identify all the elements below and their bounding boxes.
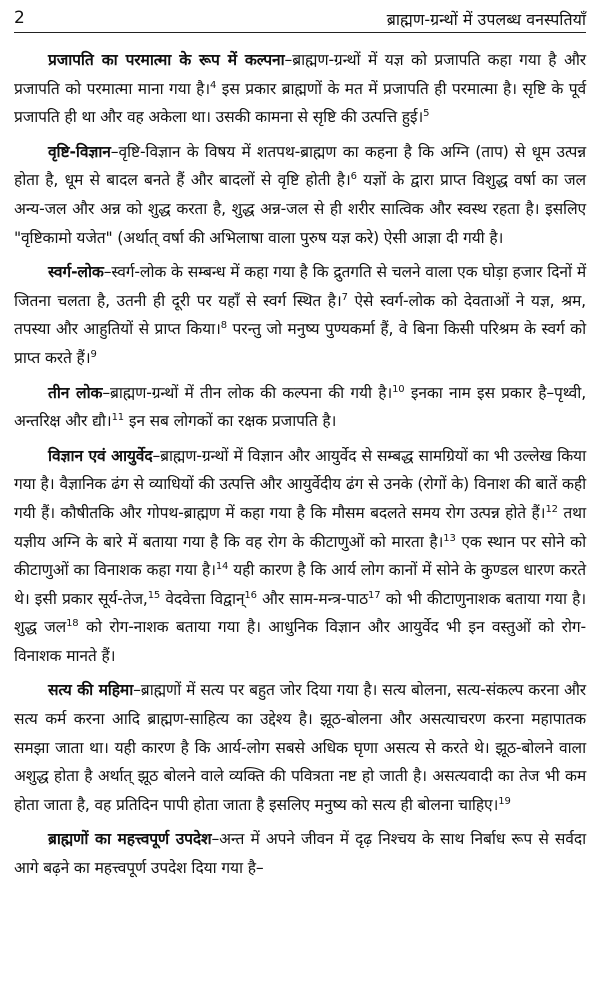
footnote-marker: 10 — [392, 383, 405, 395]
paragraph-heading: प्रजापति का परमात्मा के रूप में कल्पना — [48, 51, 285, 69]
running-title: ब्राह्मण-ग्रन्थों में उपलब्ध वनस्पतियाँ — [386, 10, 586, 29]
footnote-marker: 12 — [545, 503, 558, 515]
footnote-marker: 19 — [498, 795, 511, 807]
footnote-marker: 9 — [90, 348, 97, 360]
paragraph-text: एक स्थान पर सोने को कीटाणुओं का विनाशक कहा गया है। — [14, 532, 586, 580]
footnote-marker: 4 — [210, 79, 217, 91]
paragraph-text: को रोग-नाशक बताया गया है। आधुनिक विज्ञान और आयुर्वेद भी इन वस्तुओं को रोग-विनाशक मानते हैं। — [14, 618, 586, 665]
paragraph-heading: तीन लोक — [48, 383, 103, 402]
footnote-marker: 15 — [147, 589, 161, 601]
footnote-marker: 7 — [341, 291, 348, 303]
page-body — [14, 46, 586, 889]
paragraph-text: इनका नाम इस प्रकार है–पृथ्वी, अन्तरिक्ष और द्यौ। — [14, 383, 587, 431]
paragraph — [14, 379, 586, 436]
footnote-marker: 5 — [423, 108, 430, 119]
page-header — [14, 6, 586, 33]
footnote-marker: 17 — [368, 589, 381, 601]
footnote-marker: 8 — [220, 320, 227, 332]
paragraph-text: और साम-मन्त्र-पाठ — [256, 589, 369, 608]
paragraph-text: को भी कीटाणुनाशक बताया गया है। शुद्ध जल — [14, 589, 586, 637]
paragraph-text: –अन्त में अपने जीवन में दृढ़ निश्चय के साथ निर्बाध रूप से सर्वदा आगे बढ़ने का महत्त्वपूर्ण उपदेश दिया गया है– — [14, 830, 586, 878]
paragraph — [14, 676, 586, 819]
footnote-marker: 13 — [443, 532, 456, 544]
paragraph-text: –ब्राह्मणों में सत्य पर बहुत जोर दिया गया है। सत्य बोलना, सत्य-संकल्प करना और सत्य कर्म करना आदि ब्राह्मण-साहित्य का उद्देश्य है। झूठ-बोलना और असत्याचरण करना महापातक समझा जाता था। यही कारण है कि आर्य-लोग सबसे अधिक घृणा असत्य से करते थे। झूठ-बोलने वाला अशुद्ध होता है अर्थात् झूठ बोलने वाले व्यक्ति की पवित्रता नष्ट हो जाती है। असत्यवादी का तेज भी कम होता जाता है, वह प्रतिदिन पापी होता जाता है इसलिए मनुष्य को सत्य ही बोलना चाहिए। — [14, 681, 587, 814]
paragraph — [14, 442, 586, 671]
paragraph-text: –ब्राह्मण-ग्रन्थों में विज्ञान और आयुर्वेद से सम्बद्ध सामग्रियों का भी उल्लेख किया गया है। वैज्ञानिक ढंग से व्याधियों की उत्पत्ति और आयुर्वेदीय ढंग से उनके (रोगों के) विनाश की बातें कही गयी हैं। कौषीतकि और गोपथ-ब्राह्मण में कहा गया है कि मौसम बदलते समय रोग उत्पन्न होते हैं। — [14, 446, 586, 522]
paragraph — [14, 825, 586, 882]
paragraph — [14, 46, 586, 132]
footnote-marker: 11 — [111, 411, 125, 423]
footnote-marker: 6 — [350, 171, 357, 183]
paragraph-text: –ब्राह्मण-ग्रन्थों में यज्ञ को प्रजापति कहा गया है और प्रजापति को परमात्मा माना गया है। — [14, 51, 586, 98]
footnote-marker: 16 — [244, 589, 257, 601]
paragraph-text: इन सब लोगकों का रक्षक प्रजापति है। — [124, 412, 337, 431]
paragraph-text: परन्तु जो मनुष्य पुण्यकर्मा हैं, वे बिना किसी परिश्रम के स्वर्ग को प्राप्त करते हैं। — [14, 320, 586, 367]
paragraph-text: तथा यज्ञीय अग्नि के बारे में बताया गया है कि वह रोग के कीटाणुओं को मारता है। — [14, 503, 586, 551]
paragraph-heading: ब्राह्मणों का महत्त्वपूर्ण उपदेश — [48, 830, 212, 849]
paragraph — [14, 258, 586, 372]
paragraph-text: –ब्राह्मण-ग्रन्थों में तीन लोक की कल्पना की गयी है। — [102, 383, 393, 402]
paragraph-text: यही कारण है कि आर्य लोग कानों में सोने के कुण्डल धारण करते थे। इसी प्रकार सूर्य-तेज, — [14, 561, 586, 608]
footnote-marker: 14 — [215, 560, 229, 572]
paragraph — [14, 138, 586, 252]
paragraph-heading: विज्ञान एवं आयुर्वेद — [48, 446, 153, 465]
paragraph-text: ऐसे स्वर्ग-लोक को देवताओं ने यज्ञ, श्रम, तपस्या और आहुतियों से प्राप्त किया। — [14, 291, 586, 339]
page-number: 2 — [14, 8, 25, 28]
paragraph-text: वेदवेत्ता विद्वान् — [160, 589, 245, 608]
paragraph-heading: वृष्टि-विज्ञान — [48, 142, 111, 161]
paragraph-text: –स्वर्ग-लोक के सम्बन्ध में कहा गया है कि द्रुतगति से चलने वाला एक घोड़ा हजार दिनों में जितना चलता है, उतनी ही दूरी पर यहाँ से स्वर्ग स्थित है। — [14, 263, 586, 310]
paragraph-text: इस प्रकार ब्राह्मणों के मत में प्रजापति ही परमात्मा है। सृष्टि के पूर्व प्रजापति ही था और वह अकेला था। उसकी कामना से सृष्टि की उत्पत्ति हुई। — [14, 79, 586, 127]
paragraph-text: –वृष्टि-विज्ञान के विषय में शतपथ-ब्राह्मण का कहना है कि अग्नि (ताप) से धूम उत्पन्न होता है, धूम से बादल बनते हैं और बादलों से वृष्टि होती है। — [14, 142, 586, 190]
paragraph-text: यज्ञों के द्वारा प्राप्त विशुद्ध वर्षा का जल अन्य-जल और अन्न को शुद्ध करता है, शुद्ध अन्न-जल से ही शरीर सात्विक और स्वस्थ रहता है। इसलिए "वृष्टिकामो यजेत" (अर्थात् वर्षा की अभिलाषा वाला पुरुष यज्ञ करे) ऐसी आज्ञा दी गयी है। — [14, 171, 586, 247]
paragraph-heading: सत्य की महिमा — [48, 681, 134, 700]
paragraph-heading: स्वर्ग-लोक — [48, 263, 104, 282]
footnote-marker: 18 — [66, 618, 79, 630]
